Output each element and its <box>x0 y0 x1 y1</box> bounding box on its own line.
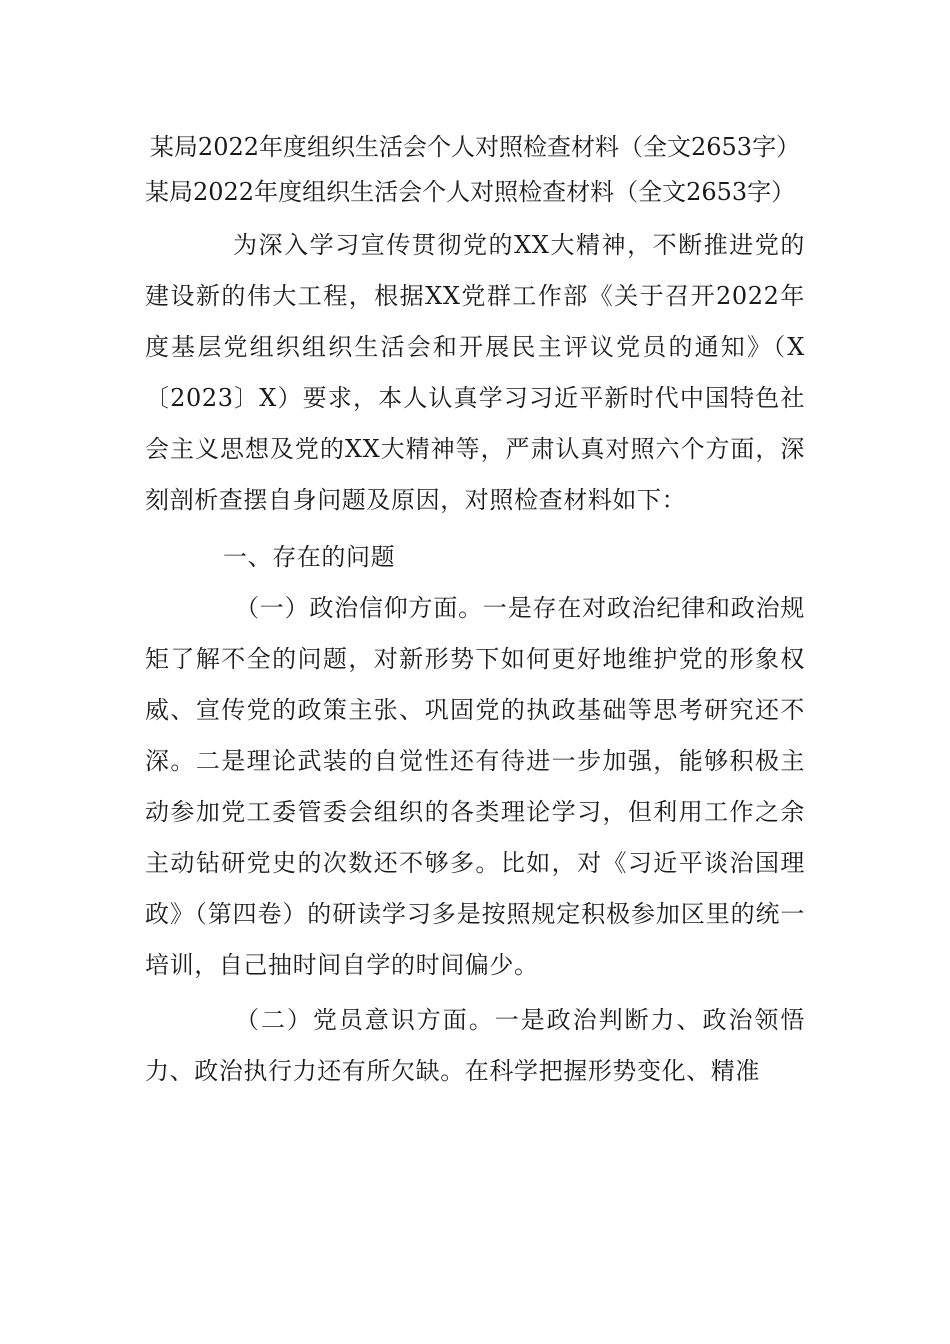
document-title: 某局2022年度组织生活会个人对照检查材料（全文2653字） <box>149 133 801 161</box>
political-belief-paragraph: （一）政治信仰方面。一是存在对政治纪律和政治规矩了解不全的问题，对新形势下如何更好地维护党的形象权威、宣传党的政策主张、巩固党的执政基础等思考研究还不深。二是理论武装的自觉性还有待进一步加强，能够积极主动参加党工委管委会组织的各类理论学习，但利用工作之余主动钻研党史的次数还不够多。比如，对《习近平谈治国理政》（第四卷）的研读学习多是按照规定积极参加区里的统一培训，自己抽时间自学的时间偏少。 <box>145 594 805 979</box>
document-subtitle: 某局2022年度组织生活会个人对照检查材料（全文2653字） <box>145 178 796 206</box>
section-heading: 一、存在的问题 <box>223 543 396 571</box>
party-awareness-paragraph: （二）党员意识方面。一是政治判断力、政治领悟力、政治执行力还有所欠缺。在科学把握形势变化、精准 <box>145 1006 805 1085</box>
intro-paragraph: 为深入学习宣传贯彻党的XX大精神，不断推进党的建设新的伟大工程，根据XX党群工作部《关于召开2022年度基层党组织组织生活会和开展民主评议党员的通知》（X〔2023〕X）要求，本人认真学习习近平新时代中国特色社会主义思想及党的XX大精神等，严肃认真对照六个方面，深刻剖析查摆自身问题及原因，对照检查材料如下： <box>145 231 805 514</box>
document-body <box>145 125 805 1097</box>
